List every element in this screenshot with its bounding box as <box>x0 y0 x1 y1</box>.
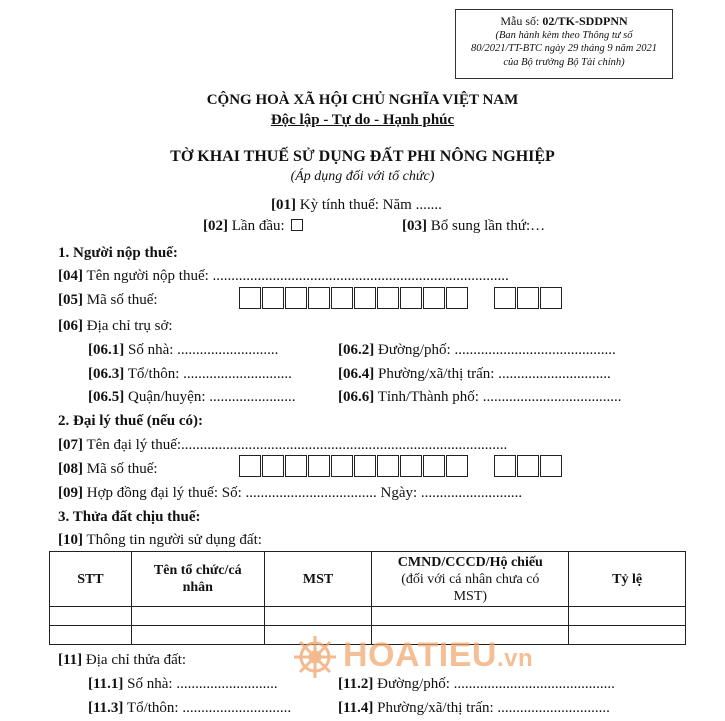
first-time-checkbox[interactable] <box>291 219 303 231</box>
table-header-row <box>50 552 686 607</box>
country-name: CỘNG HOÀ XÃ HỘI CHỦ NGHĨA VIỆT NAM <box>206 92 519 108</box>
agent-tax-id-digit-box[interactable] <box>331 455 353 477</box>
field-06-3-hamlet: [06.3] Tổ/thôn: ............................. <box>88 366 292 382</box>
field-11-4-ward: [11.4] Phường/xã/thị trấn: .............................. <box>338 700 610 716</box>
agent-tax-id-branch-box[interactable] <box>540 455 562 477</box>
form-number-box <box>455 9 673 79</box>
table-cell[interactable] <box>372 607 569 626</box>
field-06-4-ward: [06.4] Phường/xã/thị trấn: .............................. <box>338 366 611 382</box>
col-header-id-doc: CMND/CCCD/Hộ chiếu (đối với cá nhân chưa có MST) <box>372 552 569 607</box>
table-cell[interactable] <box>50 607 132 626</box>
table-cell[interactable] <box>131 607 264 626</box>
tax-id-digit-box[interactable] <box>308 287 330 309</box>
field-06-2-street: [06.2] Đường/phố: ........................................... <box>338 342 616 358</box>
field-10-land-user-info: [10] Thông tin người sử dụng đất: <box>58 532 262 548</box>
national-motto: Độc lập - Tự do - Hạnh phúc <box>270 112 455 128</box>
agent-tax-id-digit-box[interactable] <box>446 455 468 477</box>
agent-tax-id-branch-box[interactable] <box>494 455 516 477</box>
form-code: 02/TK-SDDPNN <box>542 14 628 28</box>
form-title: TỜ KHAI THUẾ SỬ DỤNG ĐẤT PHI NÔNG NGHIỆP <box>170 148 555 165</box>
form-note-line3: của Bộ trưởng Bộ Tài chính) <box>503 56 625 68</box>
table-cell[interactable] <box>264 607 372 626</box>
tax-id-boxes-branch[interactable] <box>494 287 563 309</box>
tax-id-boxes-main[interactable] <box>239 287 469 309</box>
field-07-agent-name: [07] Tên đại lý thuế:....................................................................................... <box>58 437 508 453</box>
agent-tax-id-branch-box[interactable] <box>517 455 539 477</box>
agent-tax-id-digit-box[interactable] <box>308 455 330 477</box>
tax-id-digit-box[interactable] <box>446 287 468 309</box>
tax-id-digit-box[interactable] <box>400 287 422 309</box>
form-subtitle: (Áp dụng đối với tổ chức) <box>290 169 435 184</box>
field-11-1-house-no: [11.1] Số nhà: ........................... <box>88 676 278 692</box>
tax-id-branch-box[interactable] <box>540 287 562 309</box>
agent-tax-id-digit-box[interactable] <box>377 455 399 477</box>
table-cell[interactable] <box>569 607 686 626</box>
agent-tax-id-digit-box[interactable] <box>423 455 445 477</box>
land-user-table <box>49 551 686 645</box>
field-06-address: [06] Địa chỉ trụ sở: <box>58 318 173 334</box>
agent-tax-id-digit-box[interactable] <box>262 455 284 477</box>
field-08-agent-tax-id-label: [08] Mã số thuế: <box>58 461 158 477</box>
col-header-stt: STT <box>50 552 132 607</box>
table-cell[interactable] <box>50 626 132 645</box>
field-05-tax-id-label: [05] Mã số thuế: <box>58 292 158 308</box>
field-06-6-province: [06.6] Tỉnh/Thành phố: ..................................... <box>338 389 622 405</box>
field-06-1-house-no: [06.1] Số nhà: ........................... <box>88 342 279 358</box>
field-03-supplement: [03] Bổ sung lần thứ:… <box>402 218 546 234</box>
tax-id-digit-box[interactable] <box>423 287 445 309</box>
col-header-mst: MST <box>264 552 372 607</box>
watermark-brand: HOATIEU.vn <box>343 636 534 674</box>
agent-tax-id-digit-box[interactable] <box>285 455 307 477</box>
agent-tax-id-boxes-main[interactable] <box>239 455 469 477</box>
field-09-agent-contract: [09] Hợp đồng đại lý thuế: Số: ................................... Ngày: ........................... <box>58 485 523 501</box>
form-note-line2: 80/2021/TT-BTC ngày 29 tháng 9 năm 2021 <box>471 43 657 54</box>
field-11-land-address: [11] Địa chỉ thửa đất: <box>58 652 187 668</box>
agent-tax-id-boxes-branch[interactable] <box>494 455 563 477</box>
table-row <box>50 607 686 626</box>
tax-id-digit-box[interactable] <box>262 287 284 309</box>
table-cell[interactable] <box>569 626 686 645</box>
table-cell[interactable] <box>131 626 264 645</box>
section-1-title: 1. Người nộp thuế: <box>58 245 178 261</box>
tax-id-digit-box[interactable] <box>285 287 307 309</box>
field-11-3-hamlet: [11.3] Tổ/thôn: ............................. <box>88 700 292 716</box>
tax-id-digit-box[interactable] <box>331 287 353 309</box>
section-3-title: 3. Thửa đất chịu thuế: <box>58 509 201 525</box>
agent-tax-id-digit-box[interactable] <box>400 455 422 477</box>
section-2-title: 2. Đại lý thuế (nếu có): <box>58 413 203 429</box>
col-header-ratio: Tỷ lệ <box>569 552 686 607</box>
form-code-label: Mẫu số: <box>500 14 543 28</box>
tax-id-branch-box[interactable] <box>494 287 516 309</box>
field-04-taxpayer-name: [04] Tên người nộp thuế: ............................................................................... <box>58 268 509 284</box>
field-02-first-time: [02] Lần đầu: <box>203 218 303 235</box>
field-06-5-district: [06.5] Quận/huyện: ....................... <box>88 389 296 405</box>
field-11-2-street: [11.2] Đường/phố: ........................................... <box>338 676 615 692</box>
tax-id-digit-box[interactable] <box>354 287 376 309</box>
form-code-line <box>456 15 672 29</box>
col-header-org-name: Tên tổ chức/cá nhân <box>131 552 264 607</box>
agent-tax-id-digit-box[interactable] <box>239 455 261 477</box>
field-01-tax-period: [01] Kỳ tính thuế: Năm ....... <box>271 197 442 213</box>
form-note-line1: (Ban hành kèm theo Thông tư số <box>495 29 633 41</box>
tax-id-digit-box[interactable] <box>239 287 261 309</box>
tax-id-digit-box[interactable] <box>377 287 399 309</box>
agent-tax-id-digit-box[interactable] <box>354 455 376 477</box>
ship-wheel-logo-icon <box>292 634 338 680</box>
tax-id-branch-box[interactable] <box>517 287 539 309</box>
